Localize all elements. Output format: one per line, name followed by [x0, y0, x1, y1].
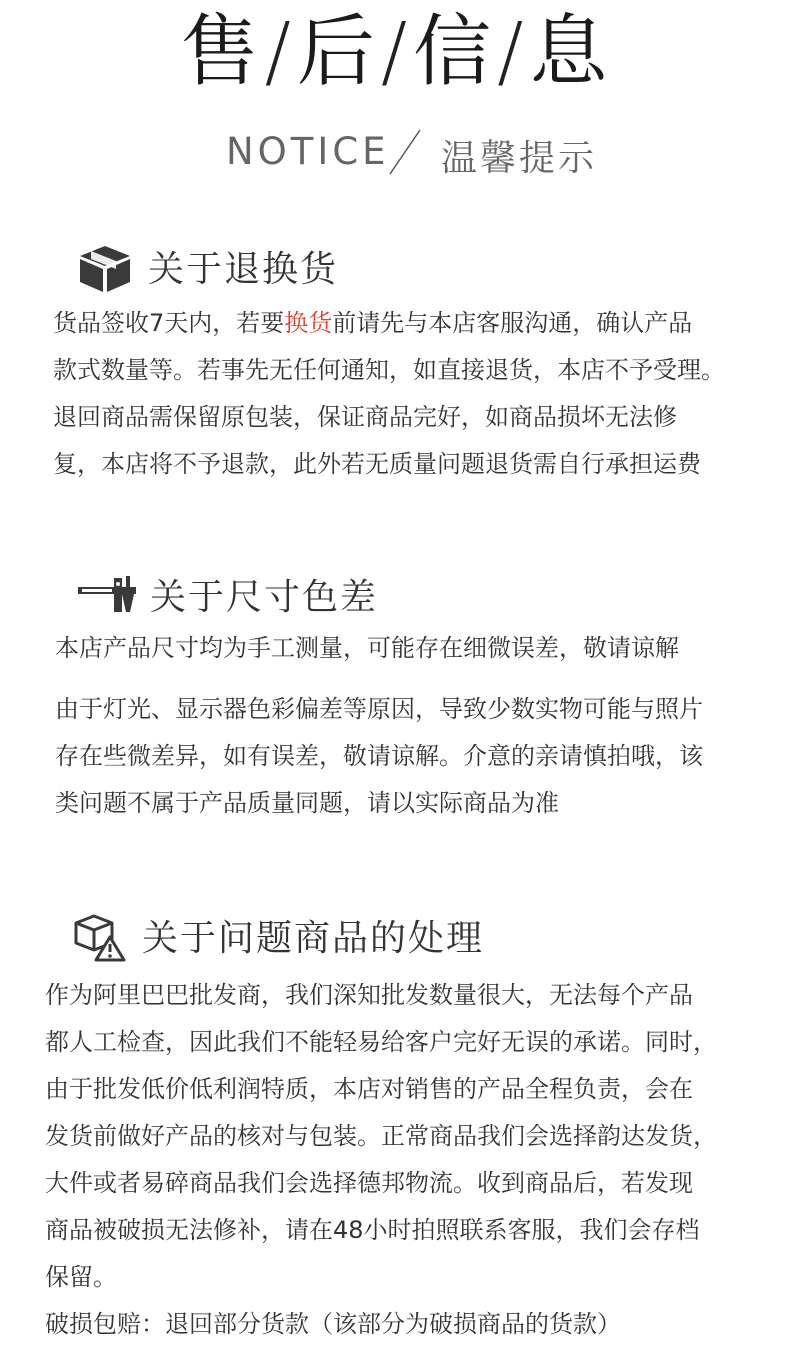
box-icon — [78, 244, 132, 294]
paragraph-line: 复，本店将不予退款，此外若无质量问题退货需自行承担运费 — [53, 450, 701, 478]
subtitle-english: NOTICE — [226, 130, 390, 173]
subtitle — [0, 122, 790, 182]
title-separator: / — [497, 7, 526, 97]
section-title: 关于尺寸色差 — [150, 577, 379, 618]
line-text: 货品签收7天内，若要 — [53, 309, 285, 337]
line-text: 前请先与本店客服沟通，确认产品 — [332, 309, 693, 337]
title-char-1: 售 — [180, 7, 261, 97]
section-paragraph-size-1 — [55, 625, 679, 672]
paragraph-line: 存在些微差异，如有误差，敬请谅解。介意的亲请慎拍哦，该 — [55, 742, 703, 770]
paragraph-line: 都人工检查，因此我们不能轻易给客户完好无误的承诺。同时， — [45, 1028, 717, 1056]
section-paragraph-size-2 — [55, 686, 703, 827]
paragraph-line: 由于批发低价低利润特质，本店对销售的产品全程负责，会在 — [45, 1075, 693, 1103]
section-paragraph-problem-goods — [45, 972, 717, 1348]
paragraph-line: 发货前做好产品的核对与包装。正常商品我们会选择韵达发货， — [45, 1122, 717, 1150]
title-separator: / — [264, 7, 293, 97]
highlight-text: 换货 — [284, 309, 333, 337]
title-char-4: 息 — [529, 7, 610, 97]
section-paragraph-returns — [53, 300, 725, 488]
paragraph-line: 款式数量等。若事先无任何通知，如直接退货，本店不予受理。 — [53, 356, 725, 384]
section-title: 关于问题商品的处理 — [142, 918, 485, 959]
paragraph-line: 类问题不属于产品质量同题，请以实际商品为准 — [55, 789, 559, 817]
page-title — [0, 6, 790, 98]
section-heading-returns — [78, 244, 398, 296]
paragraph-line: 本店产品尺寸均为手工测量，可能存在细微误差，敬请谅解 — [55, 634, 679, 662]
title-separator: / — [380, 7, 410, 97]
slash-divider-icon — [386, 126, 426, 176]
section-heading-size — [76, 572, 416, 624]
damaged-box-icon — [72, 913, 128, 963]
paragraph-line: 由于灯光、显示器色彩偏差等原因，导致少数实物可能与照片 — [55, 695, 703, 723]
title-char-3: 信 — [413, 7, 494, 97]
paragraph-line: 商品被破损无法修补，请在48小时拍照联系客服，我们会存档 — [45, 1216, 700, 1244]
paragraph-line: 退回商品需保留原包装，保证商品完好，如商品损坏无法修 — [53, 403, 677, 431]
section-heading-problem-goods — [72, 913, 512, 965]
subtitle-chinese: 温馨提示 — [441, 138, 598, 179]
title-char-2: 后 — [296, 7, 377, 97]
paragraph-line — [53, 300, 725, 347]
section-title: 关于退换货 — [148, 249, 339, 290]
paragraph-line: 保留。 — [45, 1263, 117, 1291]
paragraph-line: 大件或者易碎商品我们会选择德邦物流。收到商品后，若发现 — [45, 1169, 693, 1197]
paragraph-line: 作为阿里巴巴批发商，我们深知批发数量很大，无法每个产品 — [45, 981, 693, 1009]
paragraph-line: 破损包赔：退回部分货款（该部分为破损商品的货款） — [45, 1310, 621, 1338]
caliper-icon — [76, 572, 140, 616]
